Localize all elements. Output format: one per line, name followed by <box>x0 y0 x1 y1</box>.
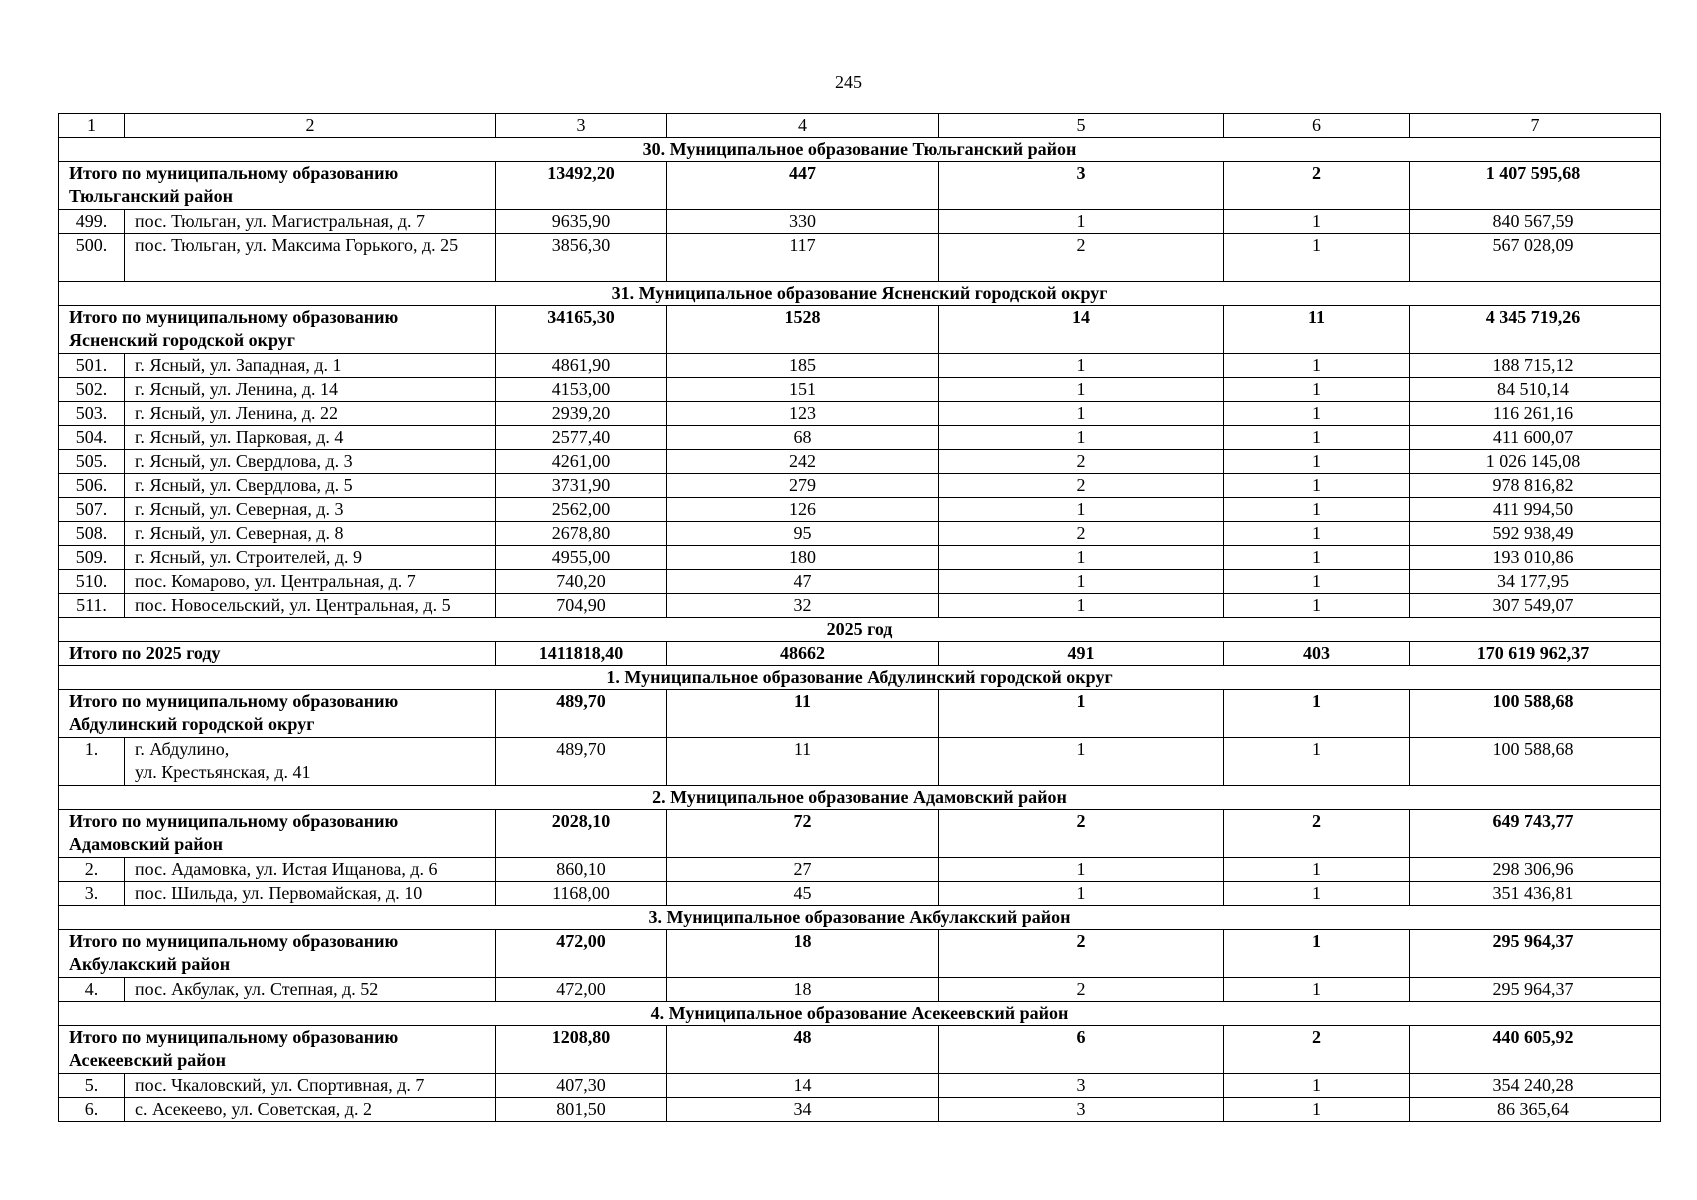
column-number: 7 <box>1410 114 1661 138</box>
area: 2577,40 <box>496 426 667 450</box>
total-col5: 6 <box>939 1026 1224 1074</box>
row-number: 505. <box>59 450 125 474</box>
total-col6: 1 <box>1224 930 1410 978</box>
column-number: 3 <box>496 114 667 138</box>
col6-value: 1 <box>1224 1098 1410 1122</box>
row-number: 509. <box>59 546 125 570</box>
col6-value: 1 <box>1224 402 1410 426</box>
address: г. Ясный, ул. Западная, д. 1 <box>125 354 496 378</box>
row-number: 511. <box>59 594 125 618</box>
column-number: 6 <box>1224 114 1410 138</box>
residents: 14 <box>667 1074 939 1098</box>
table-row <box>59 1098 1661 1122</box>
amount: 193 010,86 <box>1410 546 1661 570</box>
total-residents: 447 <box>667 162 939 210</box>
grand-total-row <box>59 642 1661 666</box>
area: 1168,00 <box>496 882 667 906</box>
col5-value: 1 <box>939 378 1224 402</box>
amount: 86 365,64 <box>1410 1098 1661 1122</box>
col5-value: 1 <box>939 594 1224 618</box>
amount: 567 028,09 <box>1410 234 1661 282</box>
area: 9635,90 <box>496 210 667 234</box>
col6-value: 1 <box>1224 378 1410 402</box>
row-number: 508. <box>59 522 125 546</box>
col5-value: 3 <box>939 1098 1224 1122</box>
col5-value: 1 <box>939 498 1224 522</box>
row-number: 6. <box>59 1098 125 1122</box>
amount: 354 240,28 <box>1410 1074 1661 1098</box>
col6-value: 1 <box>1224 738 1410 786</box>
total-area: 13492,20 <box>496 162 667 210</box>
col6-value: 1 <box>1224 594 1410 618</box>
area: 860,10 <box>496 858 667 882</box>
area: 2562,00 <box>496 498 667 522</box>
address: пос. Комарово, ул. Центральная, д. 7 <box>125 570 496 594</box>
col5-value: 1 <box>939 402 1224 426</box>
total-col5: 3 <box>939 162 1224 210</box>
table-row <box>59 210 1661 234</box>
column-number: 5 <box>939 114 1224 138</box>
residents: 330 <box>667 210 939 234</box>
total-col5: 14 <box>939 306 1224 354</box>
total-col5: 2 <box>939 930 1224 978</box>
total-label: Итого по муниципальному образованию Тюльганский район <box>59 162 496 210</box>
total-col6: 2 <box>1224 1026 1410 1074</box>
total-amount: 100 588,68 <box>1410 690 1661 738</box>
area: 3731,90 <box>496 474 667 498</box>
amount: 1 026 145,08 <box>1410 450 1661 474</box>
amount: 840 567,59 <box>1410 210 1661 234</box>
address: пос. Тюльган, ул. Максима Горького, д. 25 <box>125 234 496 282</box>
section-heading: 4. Муниципальное образование Асекеевский район <box>59 1002 1661 1026</box>
col5-value: 1 <box>939 546 1224 570</box>
amount: 116 261,16 <box>1410 402 1661 426</box>
amount: 978 816,82 <box>1410 474 1661 498</box>
amount: 307 549,07 <box>1410 594 1661 618</box>
table-row <box>59 882 1661 906</box>
amount: 295 964,37 <box>1410 978 1661 1002</box>
address: пос. Шильда, ул. Первомайская, д. 10 <box>125 882 496 906</box>
total-col6: 1 <box>1224 690 1410 738</box>
address: с. Асекеево, ул. Советская, д. 2 <box>125 1098 496 1122</box>
total-label: Итого по муниципальному образованию Акбулакский район <box>59 930 496 978</box>
amount: 188 715,12 <box>1410 354 1661 378</box>
total-residents: 11 <box>667 690 939 738</box>
residents: 126 <box>667 498 939 522</box>
residents: 11 <box>667 738 939 786</box>
table-row <box>59 234 1661 282</box>
table-row <box>59 402 1661 426</box>
col5-value: 2 <box>939 522 1224 546</box>
total-col6: 2 <box>1224 162 1410 210</box>
municipality-total-row <box>59 810 1661 858</box>
total-col5: 1 <box>939 690 1224 738</box>
section-heading-row <box>59 618 1661 642</box>
residents: 32 <box>667 594 939 618</box>
total-col5: 2 <box>939 810 1224 858</box>
total-area: 2028,10 <box>496 810 667 858</box>
table-row <box>59 450 1661 474</box>
row-number: 503. <box>59 402 125 426</box>
col6-value: 1 <box>1224 858 1410 882</box>
table-row <box>59 474 1661 498</box>
area: 4861,90 <box>496 354 667 378</box>
municipality-total-row <box>59 162 1661 210</box>
row-number: 510. <box>59 570 125 594</box>
address: г. Ясный, ул. Свердлова, д. 5 <box>125 474 496 498</box>
residents: 279 <box>667 474 939 498</box>
row-number: 500. <box>59 234 125 282</box>
total-amount: 295 964,37 <box>1410 930 1661 978</box>
col5-value: 2 <box>939 450 1224 474</box>
col6-value: 1 <box>1224 234 1410 282</box>
col6-value: 1 <box>1224 1074 1410 1098</box>
section-heading-row <box>59 666 1661 690</box>
residents: 180 <box>667 546 939 570</box>
section-heading-row <box>59 906 1661 930</box>
col6-value: 1 <box>1224 978 1410 1002</box>
total-area: 489,70 <box>496 690 667 738</box>
area: 704,90 <box>496 594 667 618</box>
col5-value: 2 <box>939 474 1224 498</box>
residents: 123 <box>667 402 939 426</box>
address: г. Ясный, ул. Парковая, д. 4 <box>125 426 496 450</box>
col6-value: 1 <box>1224 426 1410 450</box>
table-row <box>59 1074 1661 1098</box>
area: 4153,00 <box>496 378 667 402</box>
amount: 351 436,81 <box>1410 882 1661 906</box>
municipality-total-row <box>59 930 1661 978</box>
total-residents: 18 <box>667 930 939 978</box>
column-number: 4 <box>667 114 939 138</box>
residents: 34 <box>667 1098 939 1122</box>
row-number: 1. <box>59 738 125 786</box>
col6-value: 1 <box>1224 354 1410 378</box>
address: г. Ясный, ул. Свердлова, д. 3 <box>125 450 496 474</box>
address: г. Ясный, ул. Северная, д. 3 <box>125 498 496 522</box>
section-heading-row <box>59 138 1661 162</box>
table-row <box>59 594 1661 618</box>
area: 4955,00 <box>496 546 667 570</box>
municipality-total-row <box>59 690 1661 738</box>
residents: 68 <box>667 426 939 450</box>
col5-value: 1 <box>939 858 1224 882</box>
row-number: 504. <box>59 426 125 450</box>
area: 489,70 <box>496 738 667 786</box>
residents: 185 <box>667 354 939 378</box>
column-number: 1 <box>59 114 125 138</box>
col6-value: 1 <box>1224 570 1410 594</box>
total-amount: 649 743,77 <box>1410 810 1661 858</box>
area: 2939,20 <box>496 402 667 426</box>
amount: 411 600,07 <box>1410 426 1661 450</box>
total-area: 1411818,40 <box>496 642 667 666</box>
amount: 84 510,14 <box>1410 378 1661 402</box>
total-label: Итого по муниципальному образованию Адамовский район <box>59 810 496 858</box>
total-col5: 491 <box>939 642 1224 666</box>
table-row <box>59 498 1661 522</box>
total-label: Итого по муниципальному образованию Ясненский городской округ <box>59 306 496 354</box>
col6-value: 1 <box>1224 882 1410 906</box>
residents: 47 <box>667 570 939 594</box>
column-number-row <box>59 114 1661 138</box>
table-row <box>59 858 1661 882</box>
section-heading: 2025 год <box>59 618 1661 642</box>
address: пос. Чкаловский, ул. Спортивная, д. 7 <box>125 1074 496 1098</box>
col6-value: 1 <box>1224 546 1410 570</box>
residents: 117 <box>667 234 939 282</box>
col5-value: 1 <box>939 738 1224 786</box>
col6-value: 1 <box>1224 210 1410 234</box>
address: г. Ясный, ул. Северная, д. 8 <box>125 522 496 546</box>
col6-value: 1 <box>1224 474 1410 498</box>
municipality-total-row <box>59 306 1661 354</box>
area: 740,20 <box>496 570 667 594</box>
total-amount: 4 345 719,26 <box>1410 306 1661 354</box>
col5-value: 1 <box>939 882 1224 906</box>
table-row <box>59 738 1661 786</box>
total-residents: 48662 <box>667 642 939 666</box>
section-heading: 2. Муниципальное образование Адамовский район <box>59 786 1661 810</box>
area: 2678,80 <box>496 522 667 546</box>
address: пос. Новосельский, ул. Центральная, д. 5 <box>125 594 496 618</box>
address: пос. Акбулак, ул. Степная, д. 52 <box>125 978 496 1002</box>
address: г. Ясный, ул. Ленина, д. 14 <box>125 378 496 402</box>
row-number: 501. <box>59 354 125 378</box>
section-heading: 30. Муниципальное образование Тюльганский район <box>59 138 1661 162</box>
total-residents: 1528 <box>667 306 939 354</box>
col5-value: 1 <box>939 210 1224 234</box>
section-heading-row <box>59 1002 1661 1026</box>
address: пос. Тюльган, ул. Магистральная, д. 7 <box>125 210 496 234</box>
amount: 592 938,49 <box>1410 522 1661 546</box>
area: 407,30 <box>496 1074 667 1098</box>
address: г. Ясный, ул. Ленина, д. 22 <box>125 402 496 426</box>
address: г. Ясный, ул. Строителей, д. 9 <box>125 546 496 570</box>
total-col6: 403 <box>1224 642 1410 666</box>
residents: 45 <box>667 882 939 906</box>
total-amount: 170 619 962,37 <box>1410 642 1661 666</box>
residents: 242 <box>667 450 939 474</box>
table-row <box>59 354 1661 378</box>
total-residents: 48 <box>667 1026 939 1074</box>
col5-value: 1 <box>939 354 1224 378</box>
section-heading-row <box>59 786 1661 810</box>
row-number: 506. <box>59 474 125 498</box>
row-number: 4. <box>59 978 125 1002</box>
row-number: 507. <box>59 498 125 522</box>
table-row <box>59 978 1661 1002</box>
page-number: 245 <box>835 72 862 92</box>
table-row <box>59 426 1661 450</box>
total-col6: 11 <box>1224 306 1410 354</box>
table-row <box>59 546 1661 570</box>
amount: 298 306,96 <box>1410 858 1661 882</box>
total-area: 472,00 <box>496 930 667 978</box>
area: 4261,00 <box>496 450 667 474</box>
col5-value: 1 <box>939 426 1224 450</box>
municipality-total-row <box>59 1026 1661 1074</box>
total-residents: 72 <box>667 810 939 858</box>
total-label: Итого по муниципальному образованию Асекеевский район <box>59 1026 496 1074</box>
total-col6: 2 <box>1224 810 1410 858</box>
residents: 95 <box>667 522 939 546</box>
total-label: Итого по муниципальному образованию Абдулинский городской округ <box>59 690 496 738</box>
housing-program-table <box>58 113 1661 1122</box>
address: пос. Адамовка, ул. Истая Ищанова, д. 6 <box>125 858 496 882</box>
amount: 100 588,68 <box>1410 738 1661 786</box>
amount: 34 177,95 <box>1410 570 1661 594</box>
total-area: 34165,30 <box>496 306 667 354</box>
area: 801,50 <box>496 1098 667 1122</box>
col6-value: 1 <box>1224 450 1410 474</box>
section-heading: 3. Муниципальное образование Акбулакский район <box>59 906 1661 930</box>
table-row <box>59 522 1661 546</box>
col6-value: 1 <box>1224 522 1410 546</box>
total-amount: 440 605,92 <box>1410 1026 1661 1074</box>
section-heading: 1. Муниципальное образование Абдулинский городской округ <box>59 666 1661 690</box>
section-heading-row <box>59 282 1661 306</box>
col5-value: 3 <box>939 1074 1224 1098</box>
col5-value: 2 <box>939 978 1224 1002</box>
total-amount: 1 407 595,68 <box>1410 162 1661 210</box>
total-label: Итого по 2025 году <box>59 642 496 666</box>
residents: 27 <box>667 858 939 882</box>
row-number: 499. <box>59 210 125 234</box>
total-area: 1208,80 <box>496 1026 667 1074</box>
table-row <box>59 570 1661 594</box>
residents: 18 <box>667 978 939 1002</box>
amount: 411 994,50 <box>1410 498 1661 522</box>
table-row <box>59 378 1661 402</box>
row-number: 502. <box>59 378 125 402</box>
section-heading: 31. Муниципальное образование Ясненский городской округ <box>59 282 1661 306</box>
row-number: 2. <box>59 858 125 882</box>
col5-value: 1 <box>939 570 1224 594</box>
col6-value: 1 <box>1224 498 1410 522</box>
row-number: 5. <box>59 1074 125 1098</box>
address: г. Абдулино, ул. Крестьянская, д. 41 <box>125 738 496 786</box>
row-number: 3. <box>59 882 125 906</box>
col5-value: 2 <box>939 234 1224 282</box>
column-number: 2 <box>125 114 496 138</box>
area: 3856,30 <box>496 234 667 282</box>
area: 472,00 <box>496 978 667 1002</box>
residents: 151 <box>667 378 939 402</box>
